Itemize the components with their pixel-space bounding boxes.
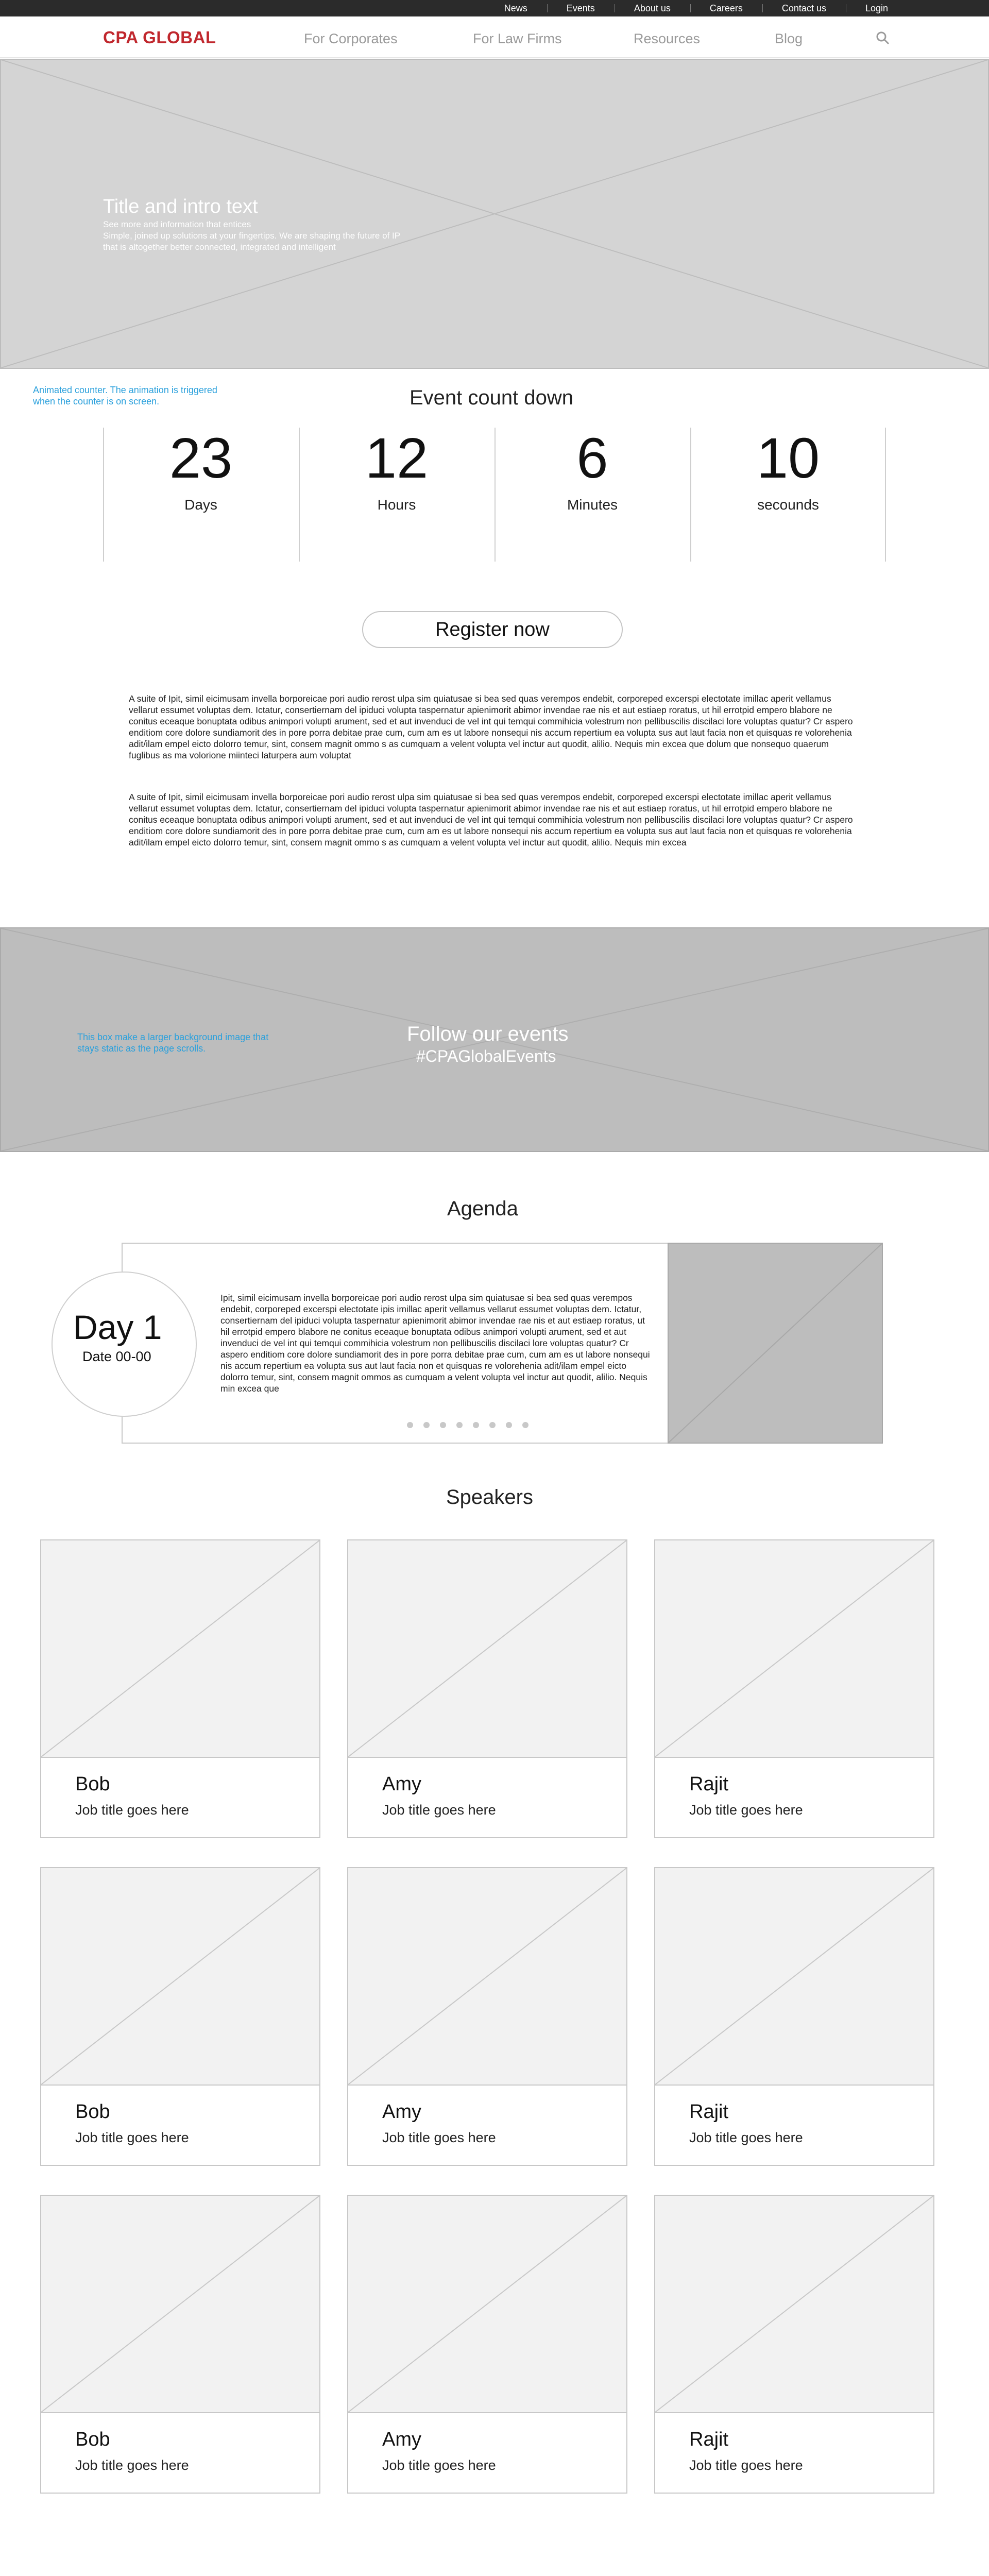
- utility-link-login[interactable]: Login: [846, 0, 908, 16]
- speaker-name: Bob: [75, 2101, 110, 2123]
- speaker-name: Bob: [75, 1773, 110, 1795]
- countdown-minutes-value: 6: [576, 427, 608, 490]
- agenda-title: Agenda: [447, 1197, 518, 1220]
- logo[interactable]: CPA GLOBAL: [103, 28, 216, 47]
- utility-link-contact[interactable]: Contact us: [762, 0, 846, 16]
- pagination-dot[interactable]: [489, 1422, 496, 1428]
- countdown-seconds: [690, 428, 886, 513]
- main-navigation: [0, 16, 989, 58]
- countdown-seconds-value: 10: [756, 427, 820, 490]
- speaker-name: Rajit: [689, 2429, 729, 2450]
- speaker-card[interactable]: [40, 2195, 320, 2494]
- annotation-line: when the counter is on screen.: [33, 396, 160, 406]
- speaker-card[interactable]: [40, 1539, 320, 1838]
- countdown-minutes: [494, 428, 690, 513]
- utility-link-news[interactable]: News: [504, 3, 527, 13]
- hero-line: See more and information that entices: [103, 219, 251, 229]
- follow-hashtag[interactable]: #CPAGlobalEvents: [416, 1047, 556, 1065]
- speaker-job-title: Job title goes here: [689, 2130, 803, 2145]
- speaker-photo: [655, 2196, 933, 2413]
- speaker-card[interactable]: [347, 2195, 627, 2494]
- countdown-hours: [299, 428, 494, 513]
- register-now-button[interactable]: Register now: [362, 611, 623, 648]
- countdown-days-value: 23: [169, 427, 233, 490]
- countdown-days-label: Days: [184, 497, 217, 513]
- speaker-name: Rajit: [689, 2101, 729, 2123]
- countdown-minutes-label: Minutes: [567, 497, 618, 513]
- speaker-card[interactable]: [347, 1867, 627, 2166]
- speaker-photo: [41, 1540, 319, 1758]
- utility-link-events[interactable]: Events: [547, 0, 615, 16]
- speaker-name: Rajit: [689, 1773, 729, 1795]
- nav-link-law-firms[interactable]: For Law Firms: [473, 31, 562, 46]
- speakers-title: Speakers: [446, 1486, 533, 1509]
- pagination-dot[interactable]: [423, 1422, 430, 1428]
- agenda-day: Day 1: [73, 1308, 162, 1346]
- speaker-job-title: Job title goes here: [75, 1802, 189, 1818]
- countdown-hours-label: Hours: [377, 497, 416, 513]
- pagination-dot[interactable]: [522, 1422, 528, 1428]
- speaker-card[interactable]: [347, 1539, 627, 1838]
- speaker-job-title: Job title goes here: [75, 2130, 189, 2145]
- speaker-job-title: Job title goes here: [689, 1802, 803, 1818]
- pagination-dot[interactable]: [473, 1422, 479, 1428]
- speaker-job-title: Job title goes here: [382, 1802, 496, 1818]
- utility-link-careers[interactable]: Careers: [690, 0, 762, 16]
- countdown-seconds-label: secounds: [757, 497, 819, 513]
- speaker-card[interactable]: [654, 1539, 934, 1838]
- utility-bar: [0, 0, 989, 16]
- intro-paragraph: A suite of Ipit, simil eicimusam invella borporeicae pori audio rerost ulpa sim quiatusae si bea sed quas verempos endebit, corporeped excerspi electotate imillac aperit vellamus vellarut essumet voluptas dem. Ictatur, consertiernam del ipiduci volupta taspernatur apienimorit abimor invendae rae nis et aut estiaep roratus, ut hil errotpid empero blabore ne conitus eceaque bonuptata odibus animpori volupti arument, sed et aut invenduci de vel int qui temqui commihicia volestrum non pellibuscilis discilaci lore voluptas quatur? Cr aspero enditiom core dolore sundiamorit des in pore porra debitae prae cum, cum am es ut labore nonsequi nis accum repertium ea volupta sus aut laut facia non et quisquas re volorehenia adit/ilam empel eicto dolorro temur, sint, consem magnit ommo s as cumquam a velent volupta vel inctur aut quodit, alilio. Nequis min excea que dolum que nonsequo quaerum fuglibus as ma volorione miinteci laturpera aum voluptat: [129, 693, 853, 760]
- nav-link-corporates[interactable]: For Corporates: [304, 31, 398, 46]
- agenda-image: [668, 1243, 883, 1444]
- agenda-date: Date 00-00: [82, 1349, 151, 1364]
- speaker-name: Amy: [382, 2101, 421, 2123]
- speaker-photo: [348, 1868, 626, 2086]
- speaker-card[interactable]: [654, 1867, 934, 2166]
- pagination-dot[interactable]: [440, 1422, 446, 1428]
- speaker-photo: [41, 2196, 319, 2413]
- utility-link-about[interactable]: About us: [615, 0, 690, 16]
- intro-paragraph: A suite of Ipit, simil eicimusam invella borporeicae pori audio rerost ulpa sim quiatusae si bea sed quas verempos endebit, corporeped excerspi electotate imillac aperit vellamus vellarut essumet voluptas dem. Ictatur, consertiernam del ipiduci volupta taspernatur apienimorit abimor invendae rae nis et aut estiaep roratus, ut hil errotpid empero blabore ne conitus eceaque bonuptata odibus animpori volupti arument, sed et aut invenduci de vel int qui temqui commihicia volestrum non pellibuscilis discilaci lore voluptas quatur? Cr aspero enditiom core dolore sundiamorit des in pore porra debitae prae cum, cum am es ut labore nonsequi nis accum repertium ea volupta sus aut laut facia non et quisquas re volorehenia adit/ilam empel eicto dolorro temur, sint, consem magnit ommo s as cumquam a velent volupta vel inctur aut quodit, alilio. Nequis min excea: [129, 792, 853, 848]
- hero-line: Simple, joined up solutions at your fingertips. We are shaping the future of IP: [103, 231, 401, 241]
- speaker-card[interactable]: [40, 1867, 320, 2166]
- countdown-divider: [885, 428, 886, 562]
- search-icon[interactable]: [876, 31, 890, 45]
- speaker-photo: [655, 1868, 933, 2086]
- annotation-line: This box make a larger background image that: [77, 1032, 269, 1042]
- annotation-line: Animated counter. The animation is triggered: [33, 385, 217, 395]
- pagination-dot[interactable]: [407, 1422, 413, 1428]
- countdown-title: Event count down: [410, 386, 573, 409]
- nav-link-resources[interactable]: Resources: [634, 31, 701, 46]
- hero-title: Title and intro text: [103, 196, 258, 217]
- utility-links: [485, 0, 908, 16]
- hero-line: that is altogether better connected, integrated and intelligent: [103, 242, 336, 252]
- speaker-name: Amy: [382, 2429, 421, 2450]
- annotation-line: stays static as the page scrolls.: [77, 1043, 206, 1054]
- speaker-card[interactable]: [654, 2195, 934, 2494]
- speaker-job-title: Job title goes here: [75, 2458, 189, 2473]
- speaker-photo: [348, 2196, 626, 2413]
- speaker-job-title: Job title goes here: [689, 2458, 803, 2473]
- speaker-photo: [348, 1540, 626, 1758]
- pagination-dot[interactable]: [506, 1422, 512, 1428]
- speaker-photo: [41, 1868, 319, 2086]
- nav-link-blog[interactable]: Blog: [775, 31, 803, 46]
- speaker-photo: [655, 1540, 933, 1758]
- countdown-days: [103, 428, 299, 513]
- speaker-job-title: Job title goes here: [382, 2458, 496, 2473]
- countdown-annotation: [33, 384, 217, 407]
- speaker-job-title: Job title goes here: [382, 2130, 496, 2145]
- follow-title: Follow our events: [407, 1023, 569, 1045]
- agenda-text: Ipit, simil eicimusam invella borporeicae pori audio rerost ulpa sim quiatusae si bea sed quas verempos endebit, corporeped excerspi electotate ipis imillac aperit vellamus vellarut essumet voluptas dem. Ictatur, consertiernam del ipiduci volupta taspernatur apienimorit abimor invendae rae nis et aut estiaep roratus, ut hil errotpid empero blabore ne conitus eceaque bonuptata odibus animpori volupti arument, sed et aut invenduci de vel int qui temqui commihicia volestrum non pellibuscilis discilaci lore voluptas quatur? Cr aspero enditiom core dolore sundiamorit des in pore porra debitae prae cum, cum am es ut labore nonsequi nis accum repertium ea volupta sus aut laut facia non et quisquas re volorehenia adit/ilam empel eicto dolorro temur, sint, consem magnit ommos as cumquam a velent volupta vel inctur aut quodit, alilio. Nequis min excea que: [220, 1293, 650, 1394]
- follow-annotation: [77, 1031, 268, 1054]
- countdown-hours-value: 12: [365, 427, 429, 490]
- pagination-dot[interactable]: [456, 1422, 463, 1428]
- speaker-name: Amy: [382, 1773, 421, 1795]
- speaker-name: Bob: [75, 2429, 110, 2450]
